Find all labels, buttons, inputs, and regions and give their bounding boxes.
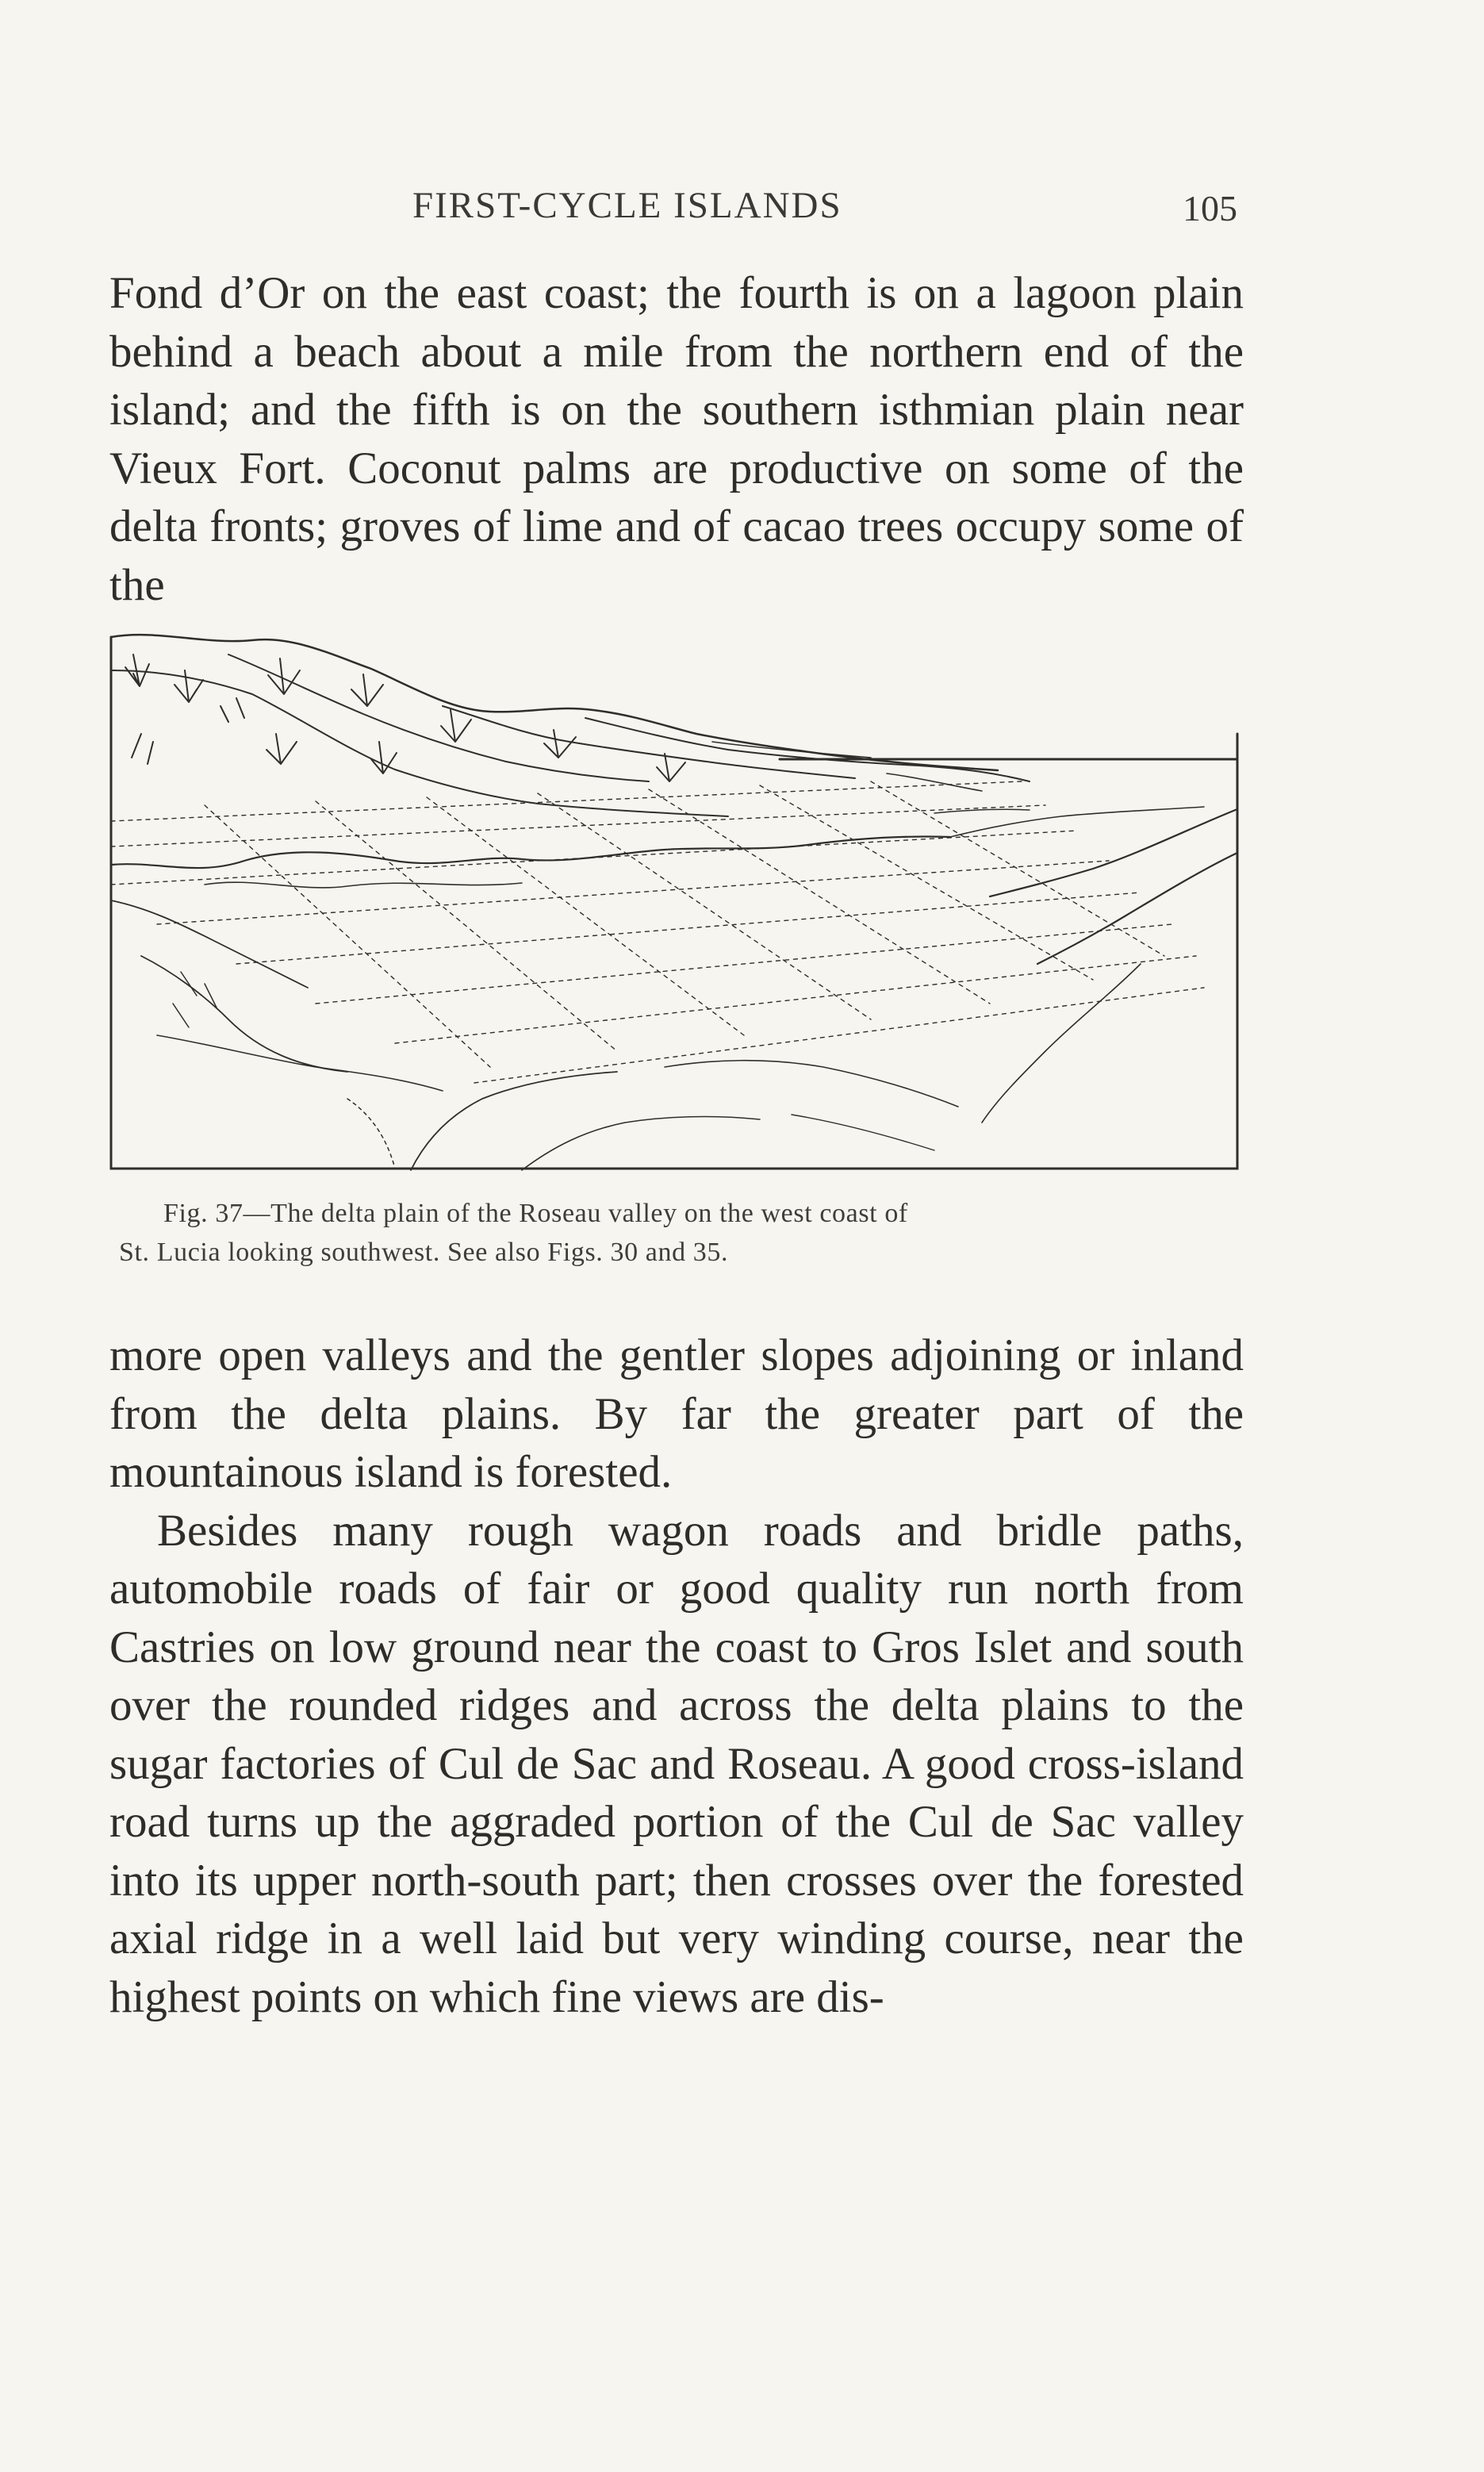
page-header: [111, 184, 1245, 240]
body-text-bottom: [109, 1326, 1244, 2026]
delta-plain-illustration: [109, 623, 1244, 1178]
caption-line-2: St. Lucia looking southwest. See also Figs. 30 and 35.: [119, 1238, 729, 1267]
caption-line-1: Fig. 37—The delta plain of the Roseau valley on the west coast of: [163, 1199, 908, 1228]
running-head: FIRST-CYCLE ISLANDS: [412, 185, 842, 226]
figure-37: [109, 623, 1244, 1178]
paragraph-1: Fond d’Or on the east coast; the fourth is on a lagoon plain behind a beach about a mile from the northern end of the island; and the fifth is on the southern isthmian plain near Vieux Fort. Coconut palms are productive on some of the delta fronts; groves of lime and of cacao trees occupy some of the: [109, 268, 1244, 610]
paragraph-3: Besides many rough wagon roads and bridle paths, automobile roads of fair or good quality run north from Castries on low ground near the coast to Gros Islet and south over the rounded ridges and across the delta plains to the sugar factories of Cul de Sac and Roseau. A good cross-island road turns up the aggraded portion of the Cul de Sac valley into its upper north-south part; then crosses over the forested axial ridge in a well laid but very winding course, near the highest points on which fine views are dis-: [109, 1505, 1244, 2022]
body-text-top: [109, 264, 1244, 614]
page-number: 105: [1183, 188, 1237, 228]
figure-caption: [119, 1194, 1245, 1272]
paragraph-2: more open valleys and the gentler slopes adjoining or inland from the delta plains. By far the greater part of the mountainous island is forested.: [109, 1330, 1244, 1497]
